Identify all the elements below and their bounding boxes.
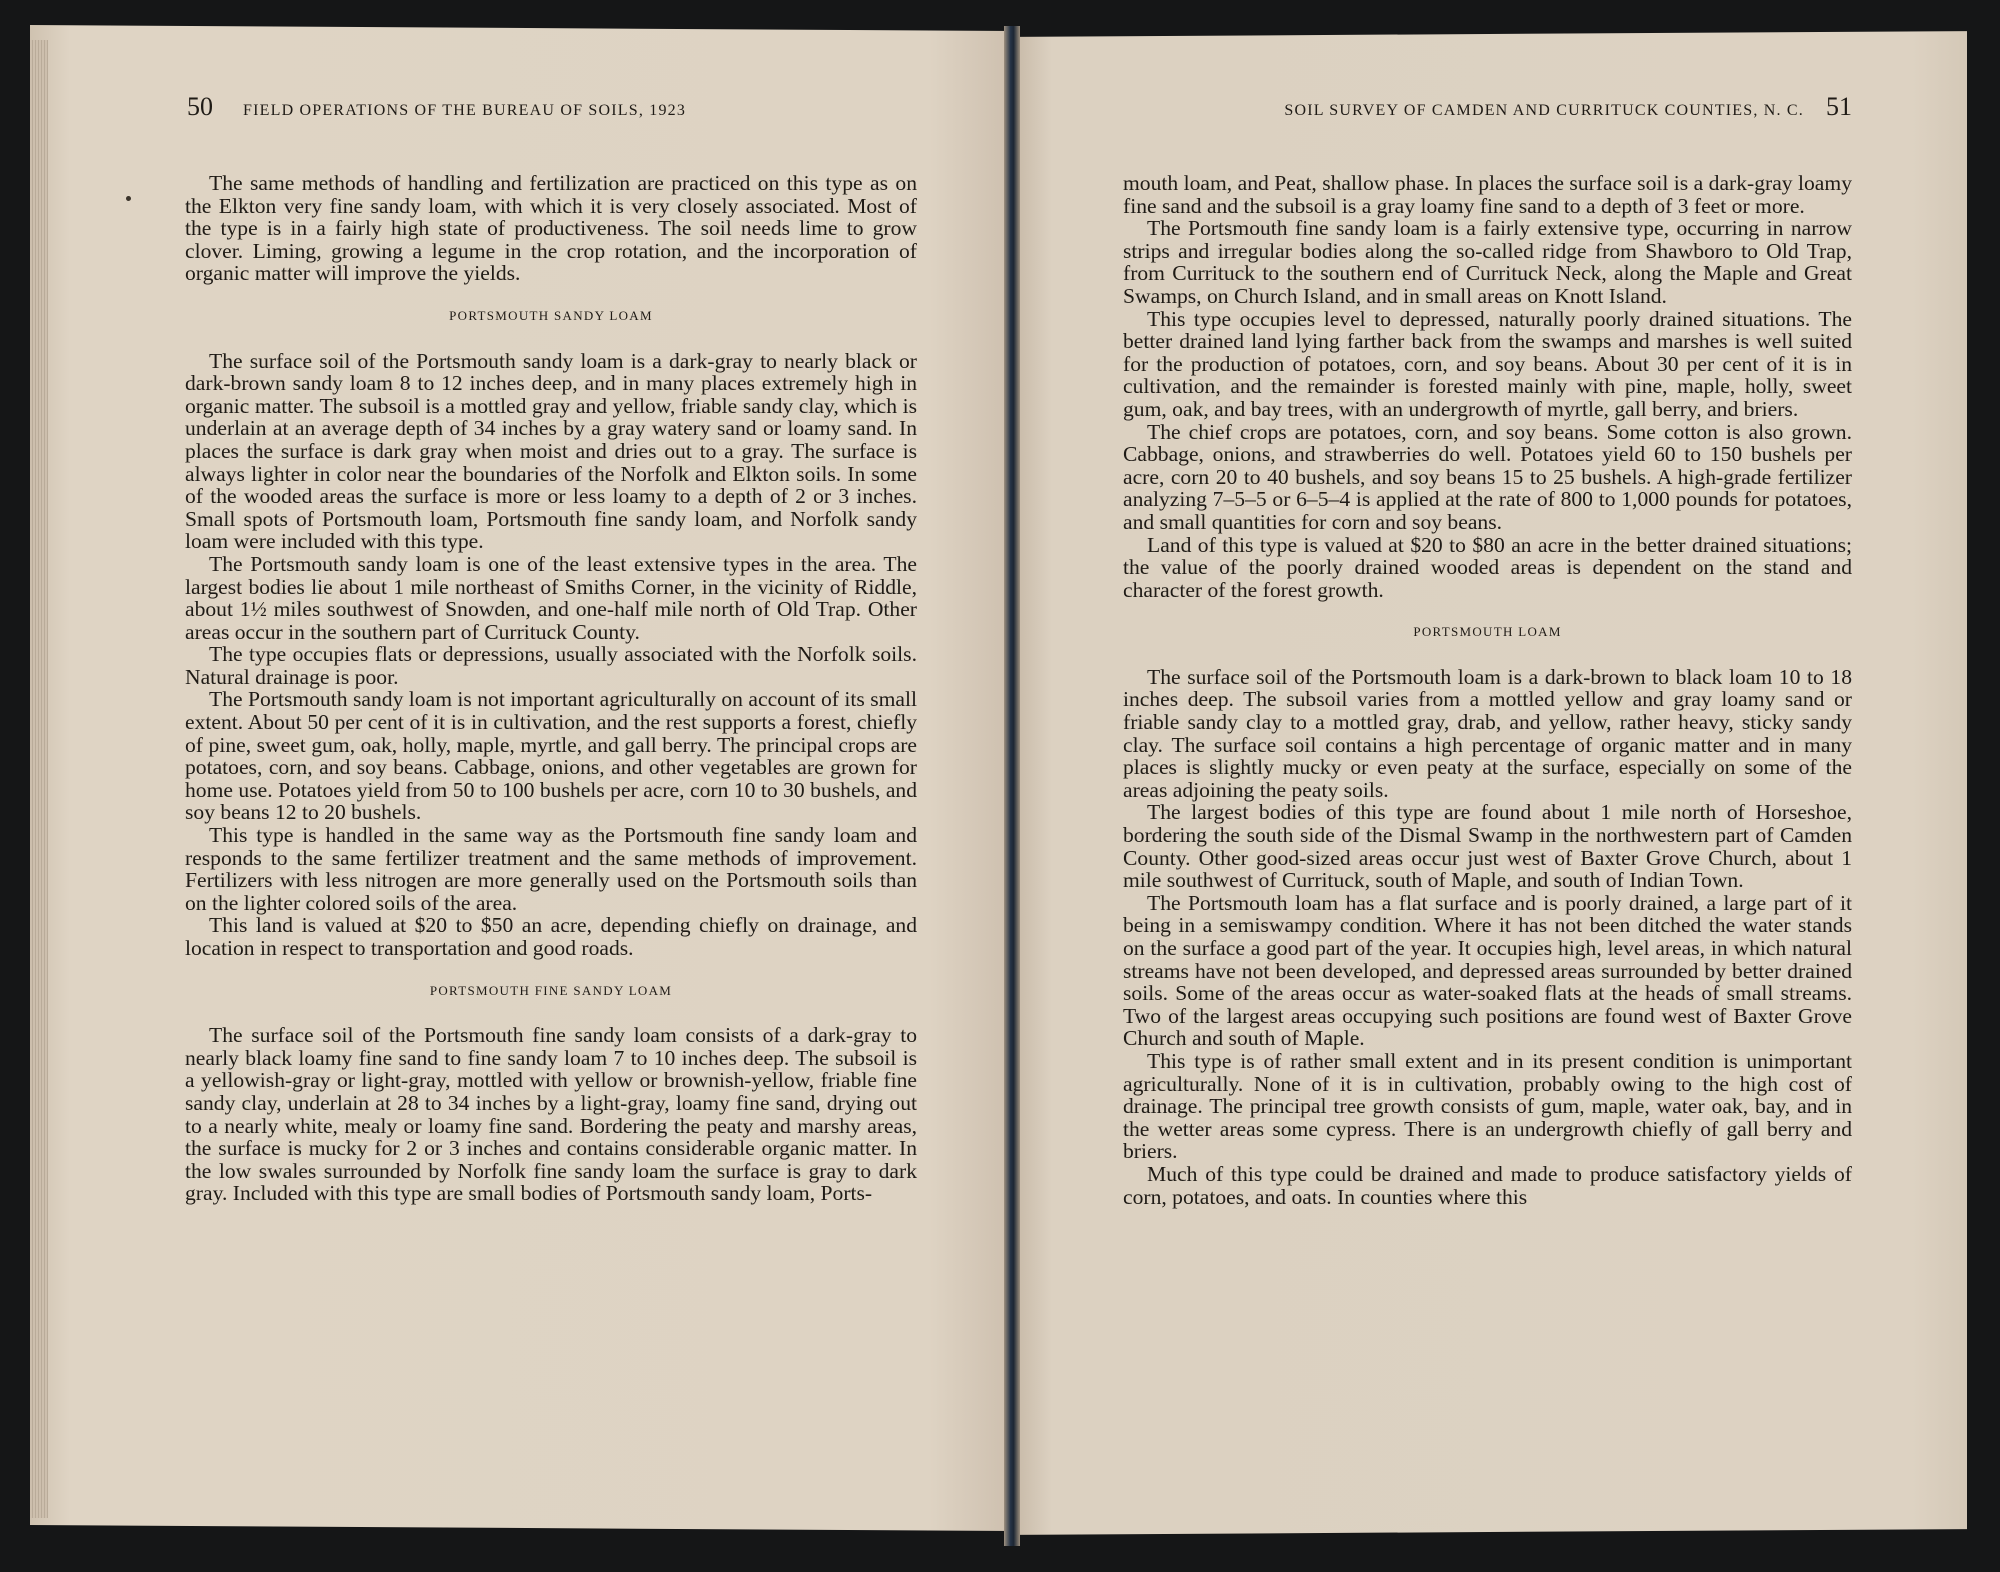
- paragraph: The Portsmouth loam has a flat surface and is poorly drained, a large part of it being in a semiswampy condition. Where it has not been ditched the water stands on the surface a good part of the year. It occupies high, level areas, in which natural streams have not been developed, and depressed areas surrounded by better drained soils. Some of the areas occur as water-soaked flats at the heads of small streams. Two of the largest areas occupying such positions are found west of Baxter Grove Church and south of Maple.: [1123, 890, 1852, 1051]
- paragraph: The largest bodies of this type are found about 1 mile north of Horseshoe, bordering the south side of the Dismal Swamp in the northwestern part of Camden County. Other good-sized areas occur just west of Baxter Grove Church, about 1 mile southwest of Currituck, south of Maple, and south of Indian Town.: [1123, 800, 1852, 893]
- paragraph: The Portsmouth sandy loam is not important agriculturally on account of its small extent. About 50 per cent of it is in cultivation, and the rest supports a forest, chiefly of pine, sweet gum, oak, holly, maple, myrtle, and gall berry. The principal crops are potatoes, corn, and soy beans. Cabbage, onions, and other vegetables are grown for home use. Potatoes yield from 50 to 100 bushels per acre, corn 10 to 30 bushels, and soy beans 12 to 20 bushels.: [185, 687, 917, 825]
- book-gutter: [1004, 26, 1020, 1546]
- paragraph: Land of this type is valued at $20 to $80 an acre in the better drained situations; the value of the poorly drained wooded areas is dependent on the stand and character of the forest growth.: [1123, 532, 1852, 602]
- left-text-column: [185, 172, 917, 1205]
- paragraph: mouth loam, and Peat, shallow phase. In places the surface soil is a dark-gray loamy fine sand and the subsoil is a gray loamy fine sand to a depth of 3 feet or more.: [1123, 171, 1852, 218]
- paragraph: The chief crops are potatoes, corn, and soy beans. Some cotton is also grown. Cabbage, onions, and strawberries do well. Potatoes yield 60 to 150 bushels per acre, corn 20 to 40 bushels, and soy beans 15 to 25 bushels. A high-grade fertilizer analyzing 7–5–5 or 6–5–4 is applied at the rate of 800 to 1,000 pounds for potatoes, and small quantities for corn and soy beans.: [1123, 419, 1852, 534]
- section-heading: PORTSMOUTH LOAM: [1413, 624, 1562, 640]
- paragraph: The type occupies flats or depressions, usually associated with the Norfolk soils. Natural drainage is poor.: [185, 642, 917, 689]
- page-edges: [30, 40, 48, 1518]
- section-heading: PORTSMOUTH SANDY LOAM: [449, 307, 653, 323]
- right-text-column: [1123, 172, 1852, 1208]
- paragraph: The surface soil of the Portsmouth sandy loam is a dark-gray to nearly black or dark-brown sandy loam 8 to 12 inches deep, and in many places extremely high in organic matter. The subsoil is a mottled gray and yellow, friable sandy clay, which is underlain at an average depth of 34 inches by a gray watery sand or loamy sand. In places the surface is dark gray when moist and dries out to a gray. The surface is always lighter in color near the boundaries of the Norfolk and Elkton soils. In some of the wooded areas the surface is more or less loamy to a depth of 2 or 3 inches. Small spots of Portsmouth loam, Portsmouth fine sandy loam, and Norfolk sandy loam were included with this type.: [185, 348, 917, 554]
- paragraph: This type is of rather small extent and in its present condition is unimportant agriculturally. None of it is in cultivation, probably owing to the high cost of drainage. The principal tree growth consists of gum, maple, water oak, bay, and in the wetter areas some cypress. There is an undergrowth chiefly of gall berry and briers.: [1123, 1048, 1852, 1164]
- paragraph: This type occupies level to depressed, naturally poorly drained situations. The better drained land lying farther back from the swamps and marshes is well suited for the production of potatoes, corn, and soy beans. About 30 per cent of it is in cultivation, and the remainder is forested mainly with pine, maple, holly, sweet gum, oak, and bay trees, with an undergrowth of myrtle, gall berry, and briers.: [1123, 306, 1852, 421]
- right-running-head: SOIL SURVEY OF CAMDEN AND CURRITUCK COUNTIES, N. C.: [1284, 102, 1804, 119]
- paragraph: Much of this type could be drained and made to produce satisfactory yields of corn, potatoes, and oats. In counties where this: [1123, 1161, 1852, 1209]
- section-heading: PORTSMOUTH FINE SANDY LOAM: [429, 982, 673, 998]
- margin-dot: [126, 196, 131, 201]
- left-running-header: [187, 92, 917, 132]
- right-running-header: [1180, 92, 1852, 132]
- paragraph: The same methods of handling and fertilization are practiced on this type as on the Elkton very fine sandy loam, with which it is very closely associated. Most of the type is in a fairly high state of productiveness. The soil needs lime to grow clover. Liming, growing a legume in the crop rotation, and the incorporation of organic matter will improve the yields.: [185, 171, 917, 286]
- left-page-number: 50: [187, 92, 213, 121]
- right-page-number: 51: [1826, 92, 1852, 121]
- paragraph: The Portsmouth fine sandy loam is a fairly extensive type, occurring in narrow strips and irregular bodies along the so-called ridge from Shawboro to Old Trap, from Currituck to the southern end of Currituck Neck, along the Maple and Great Swamps, on Church Island, and in small areas on Knott Island.: [1123, 216, 1852, 308]
- paragraph: This type is handled in the same way as the Portsmouth fine sandy loam and responds to the same fertilizer treatment and the same methods of improvement. Fertilizers with less nitrogen are more generally used on the Portsmouth soils than on the lighter colored soils of the area.: [185, 823, 917, 915]
- paragraph: The Portsmouth sandy loam is one of the least extensive types in the area. The largest bodies lie about 1 mile northeast of Smiths Corner, in the vicinity of Riddle, about 1½ miles southwest of Snowden, and one-half mile north of Old Trap. Other areas occur in the southern part of Currituck County.: [185, 551, 917, 644]
- paragraph: The surface soil of the Portsmouth loam is a dark-brown to black loam 10 to 18 inches deep. The subsoil varies from a mottled yellow and gray loamy sand or friable sandy clay to a mottled gray, drab, and yellow, rather heavy, sticky sandy clay. The surface soil contains a high percentage of organic matter and in many places is slightly mucky or even peaty at the surface, especially on some of the areas adjoining the peaty soils.: [1123, 664, 1852, 802]
- paragraph: The surface soil of the Portsmouth fine sandy loam consists of a dark-gray to nearly black loamy fine sand to fine sandy loam 7 to 10 inches deep. The subsoil is a yellowish-gray or light-gray, mottled with yellow or brownish-yellow, friable fine sandy clay, underlain at 28 to 34 inches by a light-gray, loamy fine sand, drying out to a nearly white, mealy or loamy fine sand. Bordering the peaty and marshy areas, the surface is mucky for 2 or 3 inches and contains considerable organic matter. In the low swales surrounded by Norfolk fine sandy loam the surface is gray to dark gray. Included with this type are small bodies of Portsmouth sandy loam, Ports-: [185, 1023, 917, 1206]
- paragraph: This land is valued at $20 to $50 an acre, depending chiefly on drainage, and location in respect to transportation and good roads.: [185, 913, 917, 960]
- left-running-head: FIELD OPERATIONS OF THE BUREAU OF SOILS, 1923: [243, 102, 687, 119]
